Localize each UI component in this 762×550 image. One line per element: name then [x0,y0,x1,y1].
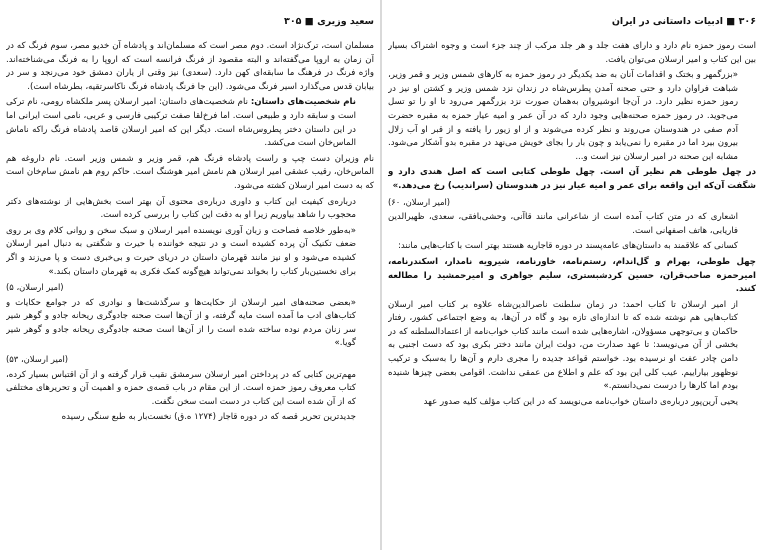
paragraph: چهل طوطی، بهرام و گل‌اندام، رستم‌نامه، خاورنامه، شیرویه نامدار، اسکندرنامه، امیرحمزه صاحب‌قران، حسین کردشبستری، سلیم جواهری و امیرحمشید را مطالعه کنند. [388,256,756,295]
paragraph: از امیر ارسلان تا کتاب احمد: در زمان سلطنت ناصرالدین‌شاه علاوه بر کتاب امیر ارسلان کتاب‌هایی هم نوشته شده که تا اندازه‌ای تازه بود و گاه در آن‌ها، به وضع اجتماعی کشور، رفتار حاکمان و بی‌توجهی مسؤولان، اشاره‌هایی شده است مانند کتاب خواب‌نامه از اعتمادالسلطنه که در بخشی از آن می‌نویسد: تا عهد صدارت من، دولت ایران مانند دختر بکری بود که دست اجنبی به دامن چادر عفت او نرسیده بود. خواستم قواعد جدیده را مجری دارم و آن‌ها را به‌سبک و ترکیب نوظهور بیاراییم. عیب کلی این بود که علم و اطلاع من عمقی نداشت. اقوامی بعضی چیزها شنیده بودم اما کارها را درست نمی‌دانستم.» [388,299,738,392]
quote-source: (امیر ارسلان، ۵۳) [6,354,69,365]
paragraph: اشعاری که در متن کتاب آمده است از شاعرانی مانند قاآنی، وحشی‌بافقی، سعدی، ظهیرالدین فاریابی، هاتف اصفهانی است. [388,212,738,236]
right-page-body [388,40,756,544]
quote-paragraph: «بزرگمهر و بختک و اقدامات آنان به ضد یکدیگر در رموز حمزه به کارهای شمس وزیر و قمر وزیر، شباهت فراوان دارد و حتی صحنه آمدن پطرس‌شاه در زندان نزد شمس وزیر و کشتن او نیز در رموز حمزه نظیر دارد. در آن‌جا انوشیروان به‌همان صورت نزد بزرگمهر می‌رود تا او را تو تسل می‌جوید. در رموز حمزه صحنه‌هایی وجود دارد که در آن عمر و امیه عیار حمزه به مقبره حضرت آدم صفی در هندوستان می‌روند و نظر کرده می‌شوند و از او زیور را یافته و از قبر او آب زلال بیرون بیرد اما در مقبره را نمی‌یابد و چون بار را بجای خویش می‌نهد در مقبره بدو آشکار می‌شود. مشابه این صحنه در امیر ارسلان نیز است و... [388,70,738,162]
left-page-body [6,40,374,544]
paragraph-text: نام شخصیت‌های داستان: امیر ارسلان پسر ملکشاه رومی، نام ترکی است و سابقه دارد و طبیعی است. اما فرخ‌لقا صفت ترکیبی فارسی و عربی، نامی است ایرانی اما در این داستان دختر پطروس‌شاه است. دیگر این که امیر ارسلان قاصد پادشاه فرنگ راکه ناماش الماس‌خان است می‌کشد. [6,97,356,149]
right-page-number: ۳۰۶ [738,16,756,27]
right-page-header [388,16,756,30]
quote-paragraph: «به‌طور خلاصه فصاحت و زبان آوری نویسنده امیر ارسلان و سبک سخن و روانی کلام وی بر روی ضعف تکنیک آن پرده کشیده است و در نتیجه خواننده با حیرت و شگفتی به دنبال امیر ارسلان کشیده می‌شود و او نیز مانند قهرمان داستان در دریای حیرت و بی‌خبری دست و پا می‌زند و اگر برای نخستین‌بار کتاب را بخواند نمی‌تواند هیچ‌گونه کمک فکری به قهرمان داستان بکند.» [6,225,356,277]
quote-source: (امیر ارسلان، ۵) [6,282,64,293]
paragraph: نام شخصیت‌های داستان: نام شخصیت‌های داستان: امیر ارسلان پسر ملکشاه رومی، نام ترکی است و سابقه دارد و طبیعی است. اما فرخ‌لقا صفت ترکیبی فارسی و عربی، نامی است ایرانی اما در این داستان دختر پطروس‌شاه است. دیگر این که امیر ارسلان قاصد پادشاه فرنگ راکه ناماش الماس‌خان است می‌کشد. [6,97,356,149]
right-page [388,0,756,550]
paragraph: درباره‌ی کیفیت این کتاب و داوری درباره‌ی محتوی آن بهتر است بخش‌هایی از نوشته‌های دکتر محجوب را شاهد بیاوریم زیرا او به دقت این کتاب را بررسی کرده است. [6,196,356,221]
paragraph: مهم‌ترین کتابی که در پرداختن امیر ارسلان سرمشق نقیب قرار گرفته و از آن اقتباس بسیار کرده، کتاب معروف رموز حمزه است. از این مقام در باب قصه‌ی حمزه و اهمیت آن و تحریرهای مختلفی که از آن شده است این کتاب در دست است سخن نگفت. [6,369,356,407]
right-running-title: ۳۰۶ ■ ادبیات داستانی در ایران [611,16,756,27]
left-page [6,0,374,550]
quote-paragraph: در چهل طوطی هم نظیر آن است. چهل طوطی کتابی است که اصل هندی دارد و شگفت آن‌که این واقعه برای عمر و امیه عیار نیز در هندوستان (سراندیب) رخ می‌دهد.» [388,167,756,191]
paragraph: یحیی آرین‌پور درباره‌ی داستان خواب‌نامه می‌نویسد که در این کتاب مؤلف کلیه صدور عهد [423,396,738,407]
paragraph: مسلمان است، ترک‌نژاد است. دوم مصر است که مسلمان‌اند و پادشاه آن خدیو مصر، سوم فرنگ که در آن زمان به اروپا می‌گفته‌اند و البته مقصود از فرنگ فرانسه است که اروپا را به فرنگ می‌شناخته‌اند. واژه فرنگ در فرهنگ ما سابقه‌ای کهن دارد. (سعدی) نیز وقتی از یاران دمشق خود می‌رنجد و سر در بیابان قدس می‌گذارد اسیر فرنگ می‌شود. (این جا فرنگ پادشاه فرنگ ناکاسرتقیه، بطرشاه است). [6,41,374,92]
paragraph: نام وزیران دست چپ و راست پادشاه فرنگ هم، قمر وزیر و شمس وزیر است. نام داروغه هم الماس‌خان، رقیب عشقی امیر ارسلان هم نامش امیر هوشنگ است. حاکم روم هم نامش سام‌خان است که به دست امیر ارسلان کشته می‌شود. [6,153,374,191]
quote-source: (امیر ارسلان، ۶۰) [388,196,451,207]
paragraph: است رموز حمزه نام دارد و دارای هفت جلد و هر جلد مرکب از چند جزء است و وجوه اشتراک بسیار بین این کتاب و امیر ارسلان می‌توان یافت. [388,41,756,65]
left-running-title: سعید وزیری ■ ۳۰۵ [284,16,374,27]
left-page-header [6,16,374,30]
page-gutter [380,0,382,550]
left-page-number: ۳۰۵ [284,16,302,27]
paragraph: کسانی که علاقمند به داستان‌های عامه‌پسند در دوره قاجاریه هستند بهتر است با کتاب‌هایی مانند: [398,241,738,252]
quote-paragraph: «بعضی صحنه‌های امیر ارسلان از حکایت‌ها و سرگذشت‌ها و نوادری که در جوامع حکایات و کتاب‌های ادب ما آمده است مایه گرفته، و از آن‌ها است صحنه جادوگری ریحانه جادو و گوهر شیر سر زنان مردم نوده ساخته شده است را از آن‌ها است صحنه جادوگری ریحانه جادو و گوهر شیر گویا.» [6,297,356,349]
paragraph: جدیدترین تحریر قصه که در دوره قاجار (۱۲۷۴ ه.ق) نخست‌بار به طبع سنگی رسیده [61,412,356,423]
